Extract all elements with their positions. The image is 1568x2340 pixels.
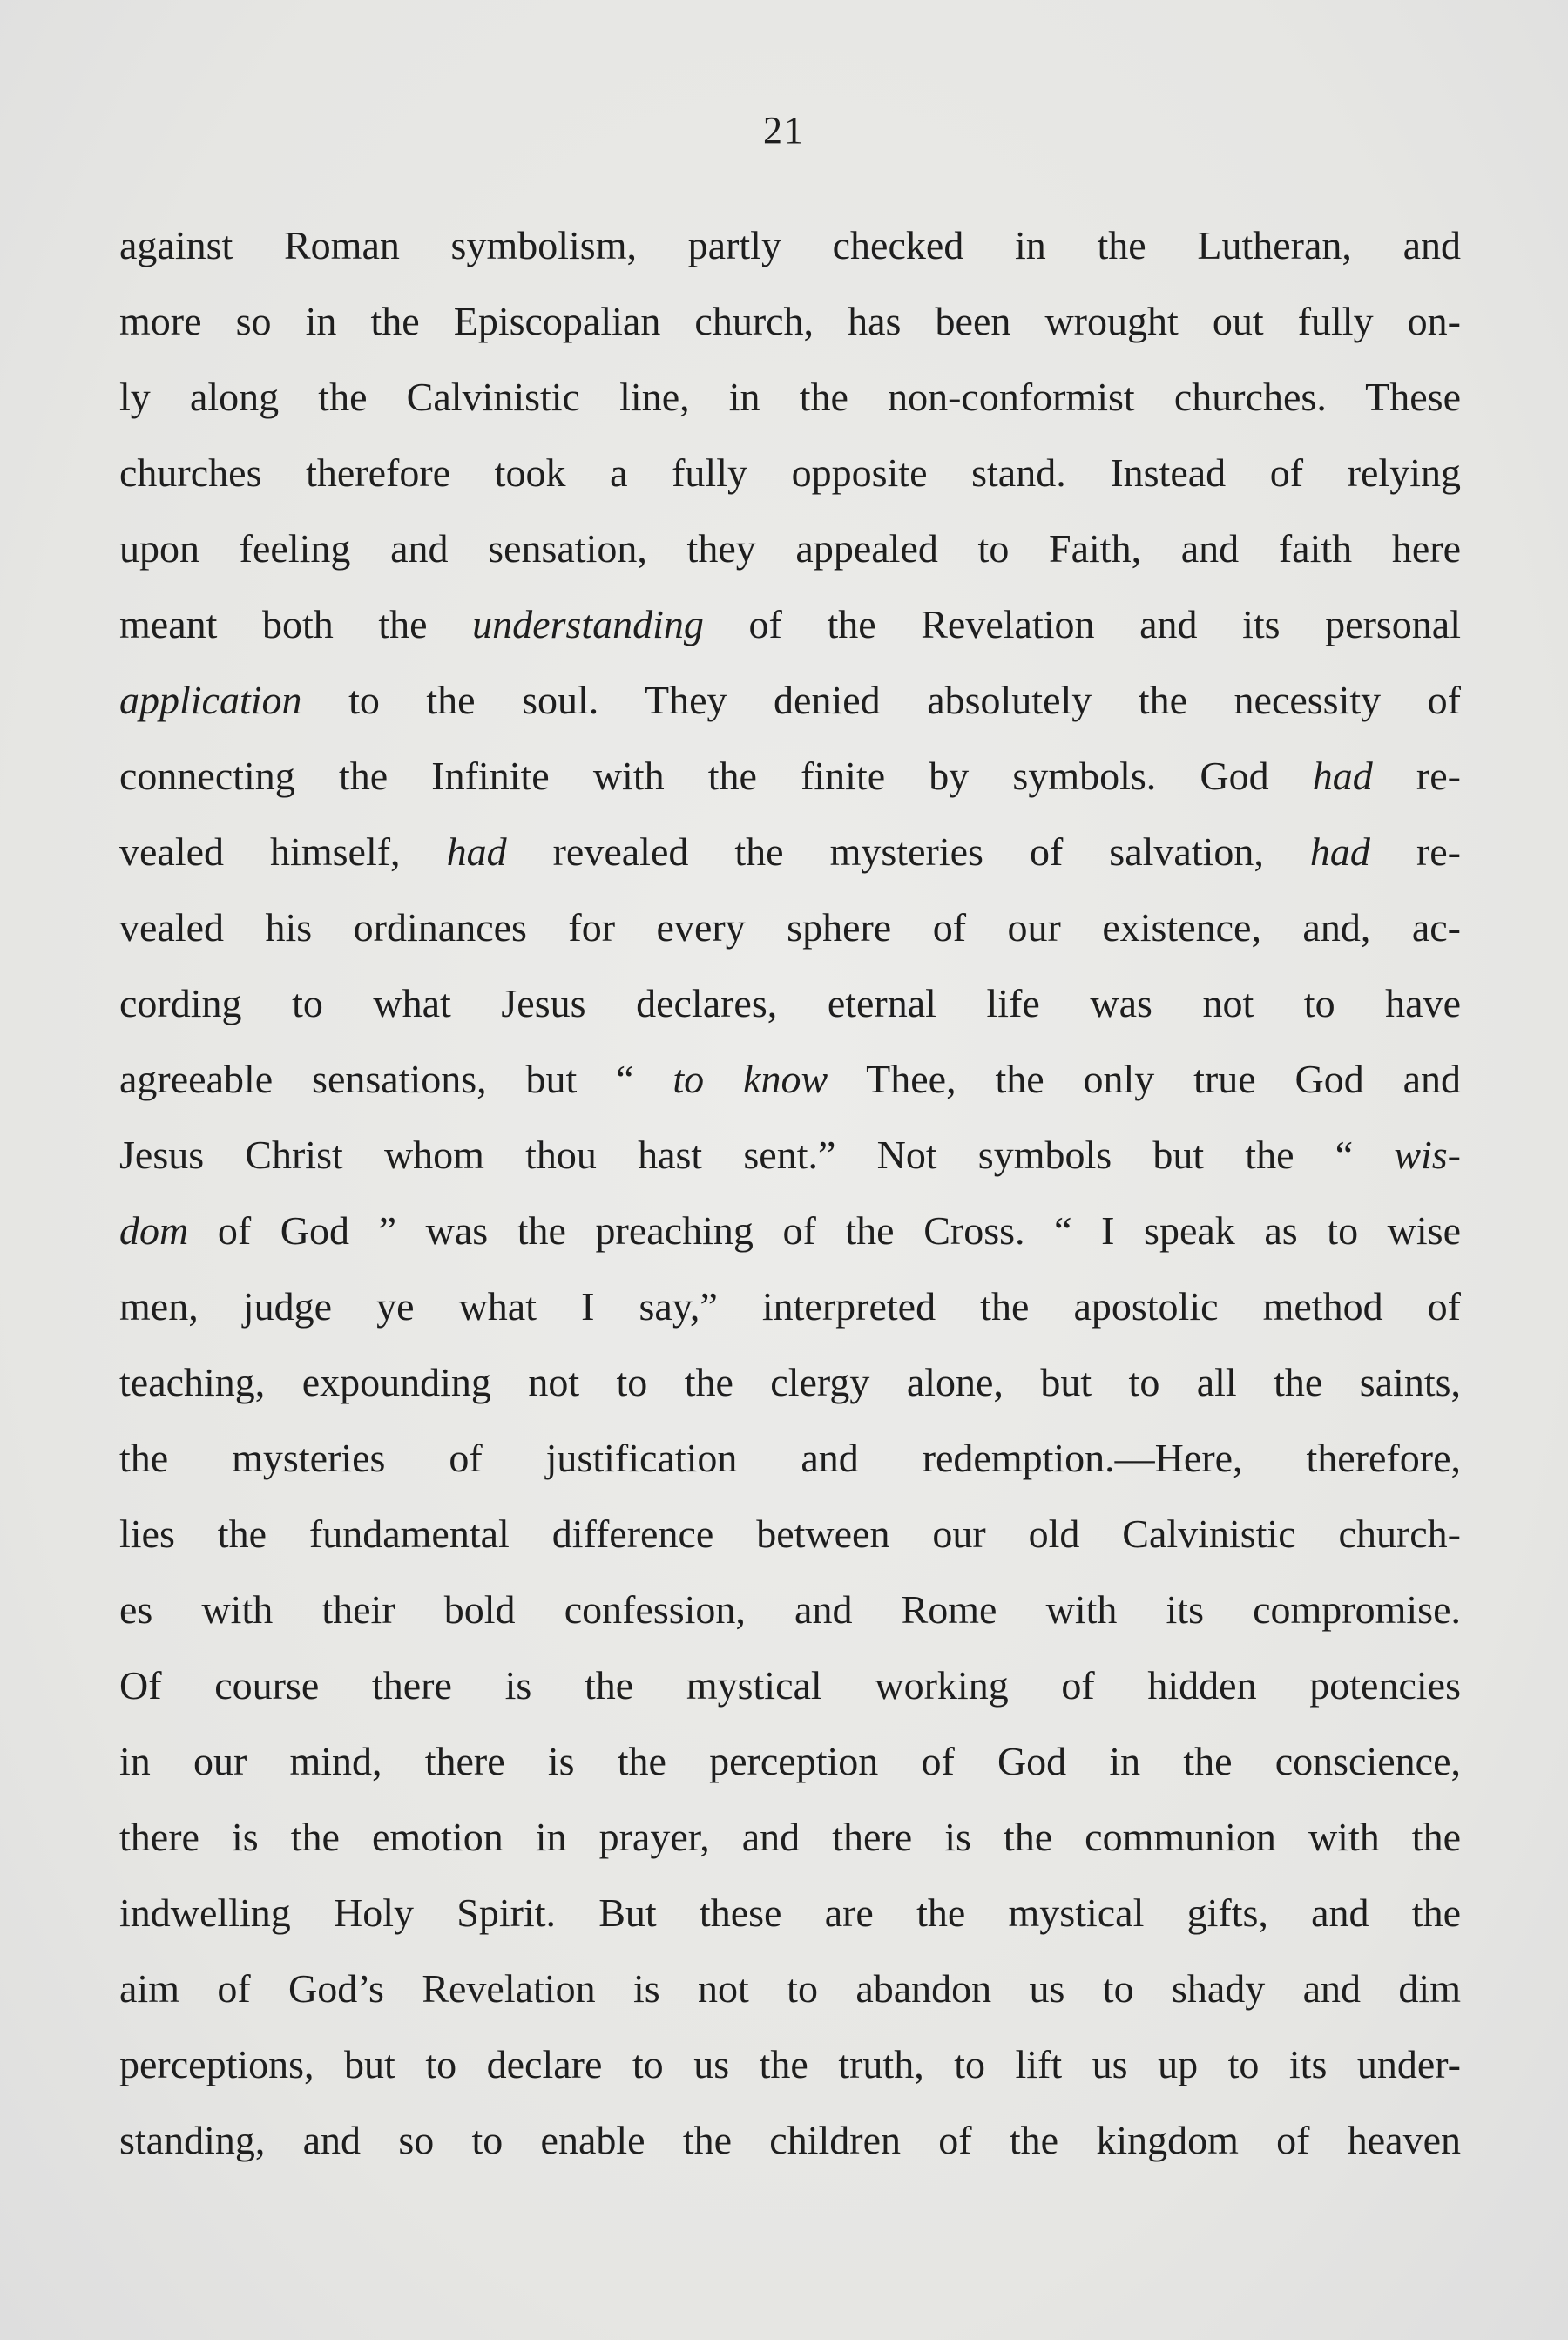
text-line (119, 1420, 1461, 1496)
text-run: connecting the Infinite with the finite by symbols. God (119, 754, 1313, 798)
text-line (119, 359, 1461, 435)
text-line (119, 1041, 1461, 1117)
text-run: lies the fundamental difference between our old Calvinistic church- (119, 1512, 1461, 1556)
text-line (119, 1723, 1461, 1799)
text-line (119, 1572, 1461, 1647)
text-run: aim of God’s Revelation is not to abandon us to shady and dim (119, 1966, 1461, 2011)
text-run: Thee, the only true God and (828, 1057, 1461, 1101)
text-run: against Roman symbolism, partly checked in the Lutheran, and (119, 223, 1461, 267)
text-line (119, 511, 1461, 586)
text-run: the mysteries of justification and redemption.—Here, therefore, (119, 1436, 1461, 1480)
italic-text: to know (672, 1057, 828, 1101)
text-run: revealed the mysteries of salvation, (506, 829, 1310, 874)
italic-text: understanding (472, 602, 704, 646)
text-line (119, 965, 1461, 1041)
text-run: ly along the Calvinistic line, in the non-conformist churches. These (119, 375, 1461, 419)
text-line (119, 2102, 1461, 2178)
text-line (119, 1268, 1461, 1344)
text-line (119, 2026, 1461, 2102)
text-line (119, 1344, 1461, 1420)
text-line (119, 1875, 1461, 1951)
text-run: perceptions, but to declare to us the truth, to lift us up to its under- (119, 2042, 1461, 2086)
text-run: churches therefore took a fully opposite stand. Instead of relying (119, 450, 1461, 495)
italic-text: application (119, 678, 302, 722)
text-run: Jesus Christ whom thou hast sent.” Not symbols but the “ (119, 1133, 1395, 1177)
italic-text: had (1312, 754, 1373, 798)
text-line (119, 738, 1461, 814)
text-line (119, 889, 1461, 965)
text-run: of God ” was the preaching of the Cross. “ I speak as to wise (188, 1208, 1461, 1253)
text-line (119, 1799, 1461, 1875)
text-run: teaching, expounding not to the clergy alone, but to all the saints, (119, 1360, 1461, 1404)
text-run: meant both the (119, 602, 473, 646)
text-run: standing, and so to enable the children of the kingdom of heaven (119, 2118, 1461, 2162)
text-run: there is the emotion in prayer, and there is the communion with the (119, 1815, 1461, 1859)
text-line (119, 814, 1461, 889)
text-run: Of course there is the mystical working of hidden potencies (119, 1663, 1461, 1708)
text-run: in our mind, there is the perception of God in the conscience, (119, 1739, 1461, 1783)
text-line (119, 1117, 1461, 1193)
text-run: agreeable sensations, but “ (119, 1057, 673, 1101)
italic-text: wis- (1394, 1133, 1461, 1177)
text-run: men, judge ye what I say,” interpreted the apostolic method of (119, 1284, 1461, 1329)
text-line (119, 1193, 1461, 1268)
text-run: indwelling Holy Spirit. But these are the mystical gifts, and the (119, 1890, 1461, 1935)
text-run: vealed his ordinances for every sphere of our existence, and, ac- (119, 905, 1461, 950)
text-run: to the soul. They denied absolutely the necessity of (301, 678, 1461, 722)
text-line (119, 1951, 1461, 2026)
text-run: vealed himself, (119, 829, 447, 874)
text-line (119, 283, 1461, 359)
italic-text: dom (119, 1208, 189, 1253)
text-run: upon feeling and sensation, they appealed to Faith, and faith here (119, 526, 1461, 571)
italic-text: had (1309, 829, 1370, 874)
text-run: re- (1372, 754, 1461, 798)
text-run: re- (1369, 829, 1462, 874)
text-run: es with their bold confession, and Rome with its compromise. (119, 1587, 1461, 1632)
text-run: of the Revelation and its personal (703, 602, 1461, 646)
text-line (119, 1647, 1461, 1723)
text-line (119, 586, 1461, 662)
text-line (119, 207, 1461, 283)
body-text (119, 207, 1461, 2178)
page-number: 21 (763, 109, 805, 152)
text-run: cording to what Jesus declares, eternal life was not to have (119, 981, 1461, 1025)
text-run: more so in the Episcopalian church, has been wrought out fully on- (119, 299, 1461, 343)
text-line (119, 1496, 1461, 1572)
italic-text: had (446, 829, 507, 874)
text-line (119, 435, 1461, 511)
text-line (119, 662, 1461, 738)
